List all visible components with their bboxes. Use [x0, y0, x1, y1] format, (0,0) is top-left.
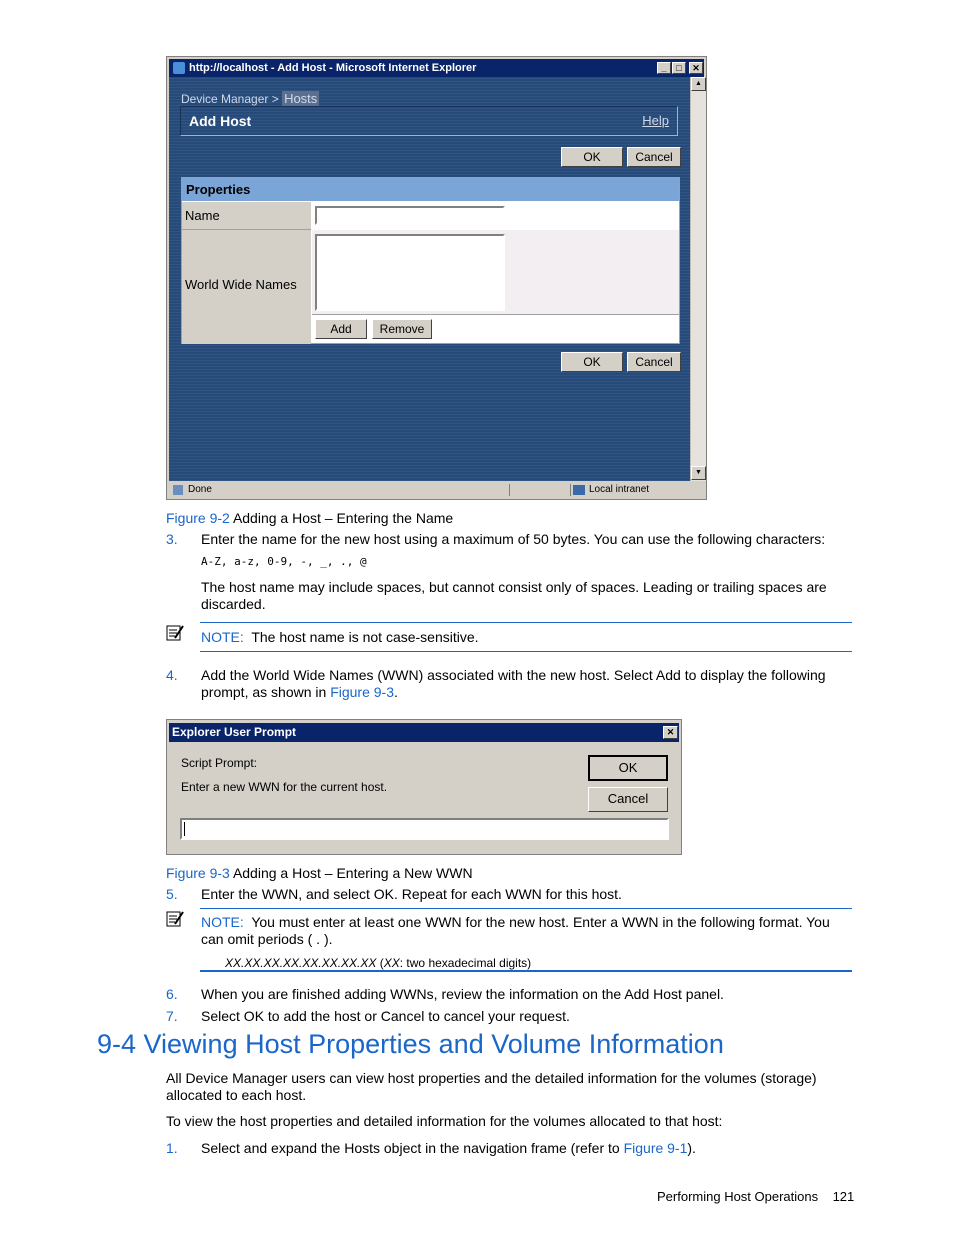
panel-header [180, 106, 678, 136]
page-footer [657, 1189, 854, 1204]
step-text: Select and expand the Hosts object in the navigation frame (refer to [201, 1140, 620, 1156]
properties-header [182, 178, 679, 201]
step-paragraph: The host name may include spaces, but cannot consist only of spaces. Leading or trailing spaces are discarded. [201, 579, 827, 612]
properties-label: Properties [186, 182, 251, 197]
wwn-label-cell [182, 230, 311, 344]
prompt-message: Enter a new WWN for the current host. [181, 780, 388, 794]
step-number: 1. [166, 1140, 178, 1156]
name-label-cell [182, 202, 311, 230]
figure-link[interactable]: Figure 9-1 [623, 1140, 688, 1156]
step-text: Enter the WWN, and select OK. Repeat for each WWN for this host. [201, 886, 622, 902]
cancel-button-bottom[interactable]: Cancel [627, 352, 681, 372]
note-icon [166, 624, 184, 642]
status-divider [509, 484, 571, 496]
step-number: 3. [166, 531, 178, 547]
step-end: . [394, 684, 398, 700]
section-paragraph: To view the host properties and detailed information for the volumes allocated to that host: [166, 1113, 723, 1129]
step-4 [201, 667, 841, 701]
ok-button-top[interactable]: OK [561, 147, 623, 167]
figure-ref[interactable]: Figure 9-2 [166, 510, 230, 526]
figure-9-2-caption [166, 510, 453, 527]
browser-title: http://localhost - Add Host - Microsoft Internet Explorer [189, 62, 477, 74]
caption-text: Adding a Host – Entering the Name [232, 510, 454, 526]
step-end: ). [687, 1140, 696, 1156]
add-host-screenshot [166, 56, 707, 500]
text-cursor [184, 822, 185, 836]
step-number: 5. [166, 886, 178, 902]
scroll-up-icon[interactable]: ▲ [691, 77, 706, 91]
wwn-label: World Wide Names [185, 277, 297, 292]
dialog-title-bar [169, 723, 679, 742]
wwn-format [225, 956, 531, 970]
status-done: Done [188, 484, 212, 495]
breadcrumb [181, 91, 319, 106]
step-text: Select OK to add the host or Cancel to cancel your request. [201, 1008, 570, 1024]
ok-button-bottom[interactable]: OK [561, 352, 623, 372]
note-rule-top [200, 908, 852, 909]
browser-content [169, 77, 690, 481]
note-label: NOTE: [201, 914, 244, 930]
footer-text: Performing Host Operations [657, 1189, 819, 1204]
wwn-prompt-input[interactable] [180, 818, 669, 840]
step-number: 6. [166, 986, 178, 1002]
note-1 [201, 629, 479, 646]
note-rule-bottom [200, 970, 852, 972]
step-number: 7. [166, 1008, 178, 1024]
allowed-characters: A-Z, a-z, 0-9, -, _, ., @ [201, 555, 367, 568]
minimize-icon[interactable]: _ [657, 62, 671, 74]
figure-link[interactable]: Figure 9-3 [330, 684, 394, 700]
close-icon[interactable]: ✕ [689, 62, 703, 74]
name-label: Name [185, 208, 220, 223]
note-text: The host name is not case-sensitive. [251, 629, 479, 645]
cancel-button-top[interactable]: Cancel [627, 147, 681, 167]
remove-button[interactable]: Remove [372, 319, 432, 339]
name-input[interactable] [315, 206, 505, 225]
note-text: You must enter at least one WWN for the new host. Enter a WWN in the following format. You can omit periods ( . ). [201, 914, 830, 947]
step-text: Enter the name for the new host using a maximum of 50 bytes. You can use the following characters: [201, 531, 826, 547]
format-xx: XX [383, 956, 400, 970]
figure-ref[interactable]: Figure 9-3 [166, 865, 230, 881]
breadcrumb-root[interactable]: Device Manager > [181, 92, 279, 106]
section-heading: 9-4 Viewing Host Properties and Volume Information [97, 1029, 724, 1059]
breadcrumb-current: Hosts [284, 91, 318, 106]
help-link[interactable]: Help [642, 113, 669, 128]
page-icon [173, 485, 183, 495]
step-text: When you are finished adding WWNs, review the information on the Add Host panel. [201, 986, 724, 1002]
step-number: 4. [166, 667, 178, 683]
step-1 [201, 1140, 696, 1157]
status-bar [169, 482, 706, 498]
script-prompt-label: Script Prompt: [181, 756, 258, 770]
note-rule-bottom [200, 651, 852, 652]
figure-9-3-caption [166, 865, 473, 882]
close-icon[interactable]: ✕ [663, 726, 678, 739]
add-button[interactable]: Add [315, 319, 367, 339]
note-rule-top [200, 622, 852, 623]
note-icon [166, 910, 184, 928]
status-zone: Local intranet [589, 484, 650, 495]
ie-icon [173, 62, 185, 74]
vertical-scrollbar[interactable] [690, 77, 706, 481]
maximize-icon[interactable]: □ [672, 62, 686, 74]
browser-title-bar [169, 59, 704, 77]
wwn-list[interactable] [315, 234, 505, 311]
intranet-icon [573, 485, 585, 495]
scroll-down-icon[interactable]: ▼ [691, 466, 706, 480]
format-desc: : two hexadecimal digits) [399, 956, 532, 970]
format-open: ( [376, 956, 384, 970]
dialog-ok-button[interactable]: OK [588, 755, 668, 781]
page-number: 121 [832, 1189, 855, 1204]
panel-title: Add Host [189, 113, 252, 129]
step-text: Add the World Wide Names (WWN) associated with the new host. Select Add to display the following prompt, as shown in [201, 667, 826, 700]
user-prompt-dialog [166, 719, 682, 855]
note-2 [201, 914, 841, 948]
section-paragraph: All Device Manager users can view host properties and the detailed information for the volumes (storage) allocated to each host. [166, 1070, 817, 1103]
properties-table [181, 177, 680, 344]
caption-text: Adding a Host – Entering a New WWN [232, 865, 473, 881]
dialog-cancel-button[interactable]: Cancel [588, 787, 668, 812]
dialog-title: Explorer User Prompt [172, 725, 297, 739]
note-label: NOTE: [201, 629, 244, 645]
format-pattern: XX.XX.XX.XX.XX.XX.XX.XX [225, 956, 377, 970]
